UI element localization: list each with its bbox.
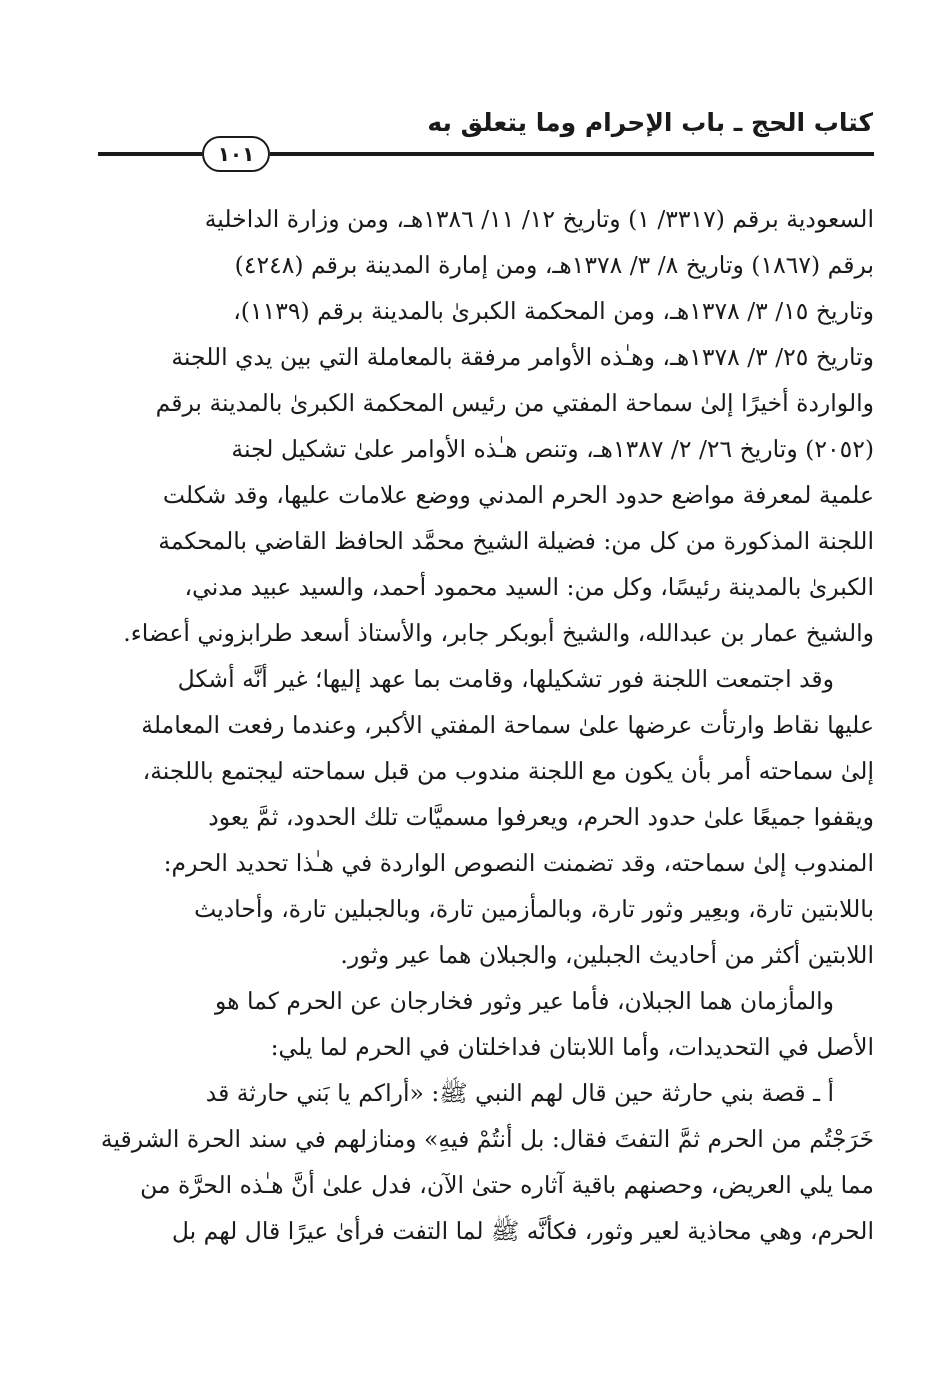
text-line: برقم (١٨٦٧) وتاريخ ٨/ ٣/ ١٣٧٨هـ، ومن إمارة المدينة برقم (٤٢٤٨) <box>234 251 874 279</box>
text-line: وتاريخ ١٥/ ٣/ ١٣٧٨هـ، ومن المحكمة الكبرىٰ بالمدينة برقم (١١٣٩)، <box>233 297 874 325</box>
text-line: اللجنة المذكورة من كل من: فضيلة الشيخ محمَّد الحافظ القاضي بالمحكمة <box>158 527 874 555</box>
header-rule <box>98 142 874 166</box>
text-line: اللابتين أكثر من أحاديث الجبلين، والجبلان هما عير وثور. <box>340 941 874 969</box>
text-line: (٢٠٥٢) وتاريخ ٢٦/ ٢/ ١٣٨٧هـ، وتنص هـٰذه الأوامر علىٰ تشكيل لجنة <box>231 435 874 463</box>
header-rule-right-line <box>270 152 874 156</box>
text-line: المندوب إلىٰ سماحته، وقد تضمنت النصوص الواردة في هـٰذا تحديد الحرم: <box>163 849 874 877</box>
running-header: كتاب الحج ـ باب الإحرام وما يتعلق به <box>427 108 873 137</box>
text-line: باللابتين تارة، وبعِير وثور تارة، وبالمأزمين تارة، وبالجبلين تارة، وأحاديث <box>194 895 874 923</box>
page-number: ١٠١ <box>202 136 270 172</box>
text-line: وقد اجتمعت اللجنة فور تشكيلها، وقامت بما عهد إليها؛ غير أنَّه أشكل <box>177 665 834 693</box>
text-line: السعودية برقم (٣٣١٧/ ١) وتاريخ ١٢/ ١١/ ١٣٨٦هـ، ومن وزارة الداخلية <box>204 205 874 233</box>
text-line: أ ـ قصة بني حارثة حين قال لهم النبي ﷺ: «أراكم يا بَني حارثة قد <box>205 1079 834 1107</box>
text-line: ويقفوا جميعًا علىٰ حدود الحرم، ويعرفوا مسميَّات تلك الحدود، ثمَّ يعود <box>208 803 874 831</box>
text-line: الحرم، وهي محاذية لعير وثور، فكأنَّه ﷺ لما التفت فرأىٰ عيرًا قال لهم بل <box>171 1217 874 1245</box>
text-line: خَرَجْتُم من الحرم ثمَّ التفتَ فقال: بل أنتُمْ فيهِ» ومنازلهم في سند الحرة الشرقية <box>100 1125 874 1153</box>
text-line: إلىٰ سماحته أمر بأن يكون مع اللجنة مندوب من قبل سماحته ليجتمع باللجنة، <box>142 757 874 785</box>
text-line: وتاريخ ٢٥/ ٣/ ١٣٧٨هـ، وهـٰذه الأوامر مرفقة بالمعاملة التي بين يدي اللجنة <box>171 343 874 371</box>
body-text <box>96 196 874 1254</box>
text-line: عليها نقاط وارتأت عرضها علىٰ سماحة المفتي الأكبر، وعندما رفعت المعاملة <box>141 711 874 739</box>
header-rule-left-line <box>98 152 202 156</box>
text-line: والمأزمان هما الجبلان، فأما عير وثور فخارجان عن الحرم كما هو <box>215 987 834 1015</box>
text-line: الأصل في التحديدات، وأما اللابتان فداخلتان في الحرم لما يلي: <box>270 1033 874 1061</box>
text-line: الكبرىٰ بالمدينة رئيسًا، وكل من: السيد محمود أحمد، والسيد عبيد مدني، <box>184 573 874 601</box>
text-line: علمية لمعرفة مواضع حدود الحرم المدني ووضع علامات عليها، وقد شكلت <box>162 481 874 509</box>
text-line: مما يلي العريض، وحصنهم باقية آثاره حتىٰ الآن، فدل علىٰ أنَّ هـٰذه الحرَّة من <box>140 1171 874 1199</box>
text-line: والشيخ عمار بن عبدالله، والشيخ أبوبكر جابر، والأستاذ أسعد طرابزوني أعضاء. <box>123 619 874 647</box>
text-line: والواردة أخيرًا إلىٰ سماحة المفتي من رئيس المحكمة الكبرىٰ بالمدينة برقم <box>155 389 874 417</box>
